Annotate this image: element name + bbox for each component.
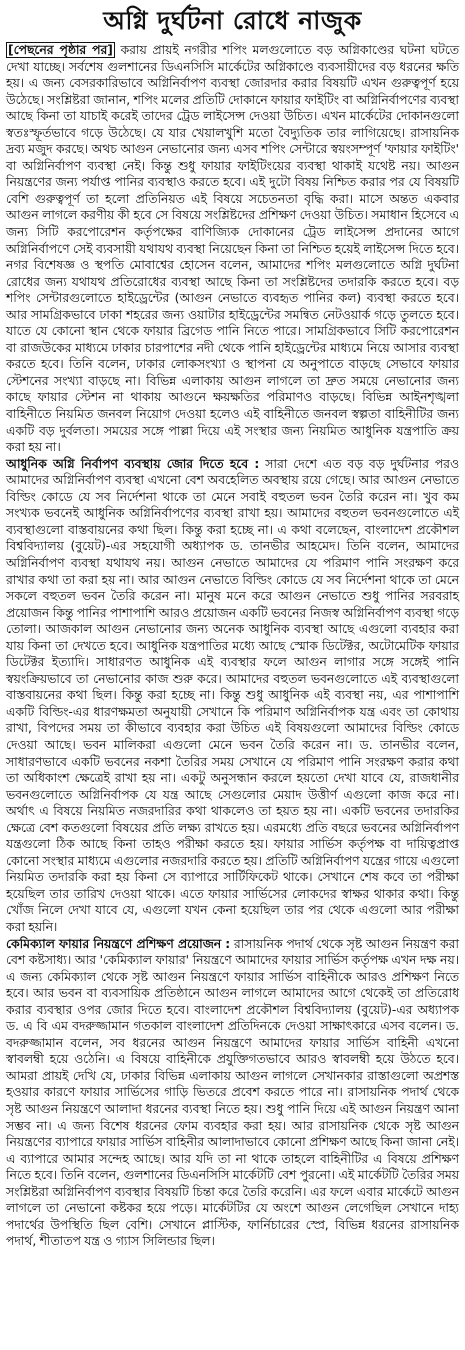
paragraph-text: করায় প্রায়ই নগরীর শপিং মলগুলোতে বড় অগ্নিকাণ্ডের ঘটনা ঘটতে দেখা যাচ্ছে। সর্বশেষ গুলশানের ডিএনসিসি মার্কেটের অগ্নিকাণ্ডে ব্যবসায়ীদের বড় ধরনের ক্ষতি হয়। এ জন্য বেসরকারিভাবে অগ্নিনির্বাপণ ব্যবস্থা জোরদার করার বিষয়টি এখন গুরুত্বপূর্ণ হয়ে উঠেছে। সংশ্লিষ্টরা জানান, শপিং মলের প্রতিটি দোকানে ফায়ার ফাইটিং বা অগ্নিনির্বাপণের ব্যবস্থা আছে কিনা তা যাচাই করেই তাদের ট্রেড লাইসেন্স দেওয়া উচিত। এখন মার্কেটের দোকানগুলো স্বতঃস্ফূর্তভাবে গড়ে উঠেছে। যে যার খেয়ালখুশি মতো বৈদ্যুতিক তার লাগিয়েছে। রাসায়নিক দ্রব্য মজুদ করছে। অথচ আগুন নেভানোর জন্য এসব শপিং সেন্টারে স্বয়ংসম্পূর্ণ 'ফায়ার ফাইটিং' বা অগ্নিনির্বাপণ ব্যবস্থা নেই। কিন্তু শুধু ফায়ার ফাইটিংয়ের ব্যবস্থা থাকাই যথেষ্ট নয়। আগুন নিয়ন্ত্রণের জন্য পর্যাপ্ত পানির ব্যবস্থাও করতে হবে। এই দুটো বিষয় নিশ্চিত করার পর যে বিষয়টি বেশি গুরুত্বপূর্ণ তা হলো প্রতিনিয়ত এই বিষয়ে সচেতনতা বৃদ্ধি করা। মাসে অন্তত একবার আগুন লাগলে করণীয় কী হবে সে বিষয়ে সংশ্লিষ্টদের প্রশিক্ষণ দেওয়া উচিত। সমাধান হিসেবে এ জন্য সিটি করপোরেশন কর্তৃপক্ষের বাণিজ্যিক দোকানের ট্রেড লাইসেন্স প্রদানের আগে অগ্নিনির্বাপণে সেই ব্যবসায়ী যথাযথ ব্যবস্থা নিয়েছেন কিনা তা নিশ্চিত হয়েই লাইসেন্স দিতে হবে। নগর বিশেষজ্ঞ ও স্থপতি মোবাশ্বের হোসেন বলেন, আমাদের শপিং মলগুলোতে অগ্নি দুর্ঘটনা রোধের জন্য যথাযথ প্রতিরোধের ব্যবস্থা আছে কিনা তা সংশ্লিষ্টদের তদারকি করতে হবে। বড় শপিং সেন্টারগুলোতে হাইড্রেন্টের (আগুন নেভাতে ব্যবহৃত পানির কল) ব্যবস্থা করতে হবে। আর সামগ্রিকভাবে ঢাকা শহরের জন্য ওয়াটার হাইড্রেন্টের সমন্বিত নেটওয়ার্ক গড়ে তুলতে হবে। যাতে যে কোনো স্থান থেকে ফায়ার ব্রিগেড পানি নিতে পারে। সামগ্রিকভাবে সিটি করপোরেশন বা রাজউকের মাধ্যমে ঢাকার চারপাশের নদী থেকে পানি হাইড্রেন্টের মাধ্যমে নিয়ে আসার ব্যবস্থা করতে হবে। তিনি বলেন, ঢাকার লোকসংখ্যা ও স্থাপনা যে অনুপাতে বাড়ছে সেভাবে ফায়ার স্টেশনের সংখ্যা বাড়ছে না। বিভিন্ন এলাকায় আগুন লাগলে তা দ্রুত সময়ে নেভানোর জন্য কাছে ফায়ার স্টেশন না থাকায় আগুনে ক্ষয়ক্ষতির পরিমাণও বাড়ছে। বিভিন্ন আইনশৃঙ্খলা বাহিনীতে নিয়মিত জনবল নিয়োগ দেওয়া হলেও এই বাহিনীতে জনবল স্বল্পতা বাহিনীটির জন্য একটি বড় দুর্বলতা। সময়ের সঙ্গে পাল্লা দিয়ে এই সংস্থার জন্য নিয়মিত আধুনিক যন্ত্রপাতি ক্রয় করা হয় না। bbox=[6, 43, 460, 455]
section-subheading: কেমিক্যাল ফায়ার নিয়ন্ত্রণে প্রশিক্ষণ প্রয়োজন : bbox=[6, 936, 231, 951]
article-paragraph bbox=[6, 456, 459, 936]
paragraph-text: সারা দেশে এত বড় বড় দুর্ঘটনার পরও আমাদের অগ্নিনির্বাপণ ব্যবস্থা এখনো বেশ অবহেলিত অবস্থায় রয়ে গেছে। আর আগুন নেভাতে বিল্ডিং কোডে যে সব নির্দেশনা থাকে তা মেনে সবাই বহুতল ভবন তৈরি করেন না। খুব কম সংখ্যক ভবনেই আধুনিক অগ্নিনির্বাপণের ব্যবস্থা রাখা হয়। আমাদের বহুতল ভবনগুলোতে এই ব্যবস্থাগুলো বাস্তবায়নের কথা ছিল। কিন্তু করা হচ্ছে না। এ কথা বলেছেন, বাংলাদেশ প্রকৌশল বিশ্ববিদ্যালয় (বুয়েট)-এর সহযোগী অধ্যাপক ড. তানভীর আহমেদ। তিনি বলেন, আমাদের অগ্নিনির্বাপণ ব্যবস্থা যথাযথ নয়। আগুন নেভাতে আমাদের যে পরিমাণ পানি সংরক্ষণ করে রাখার কথা তা করা হয় না। আর আগুন নেভাতে বিল্ডিং কোডে যে সব নির্দেশনা থাকে তা মেনে সকলে বহুতল ভবন তৈরি করেন না। মানুষ মনে করে আগুন নেভাতে শুধু পানির সরবরাহ প্রয়োজন কিন্তু পানির পাশাপাশি আরও প্রয়োজন একটি ভবনের নিজস্ব অগ্নিনির্বাপণ ব্যবস্থা গড়ে তোলা। আজকাল আগুন নেভানোর জন্য অনেক আধুনিক ব্যবস্থা আছে এগুলো ব্যবহার করা যায় কিনা তা দেখতে হবে। আধুনিক যন্ত্রপাতির মধ্যে আছে স্মোক ডিটেক্টর, অটোমেটিক ফায়ার ডিটেক্টর ইত্যাদি। সাধারণত আধুনিক এই ব্যবস্থার ফলে আগুন লাগার সঙ্গে সঙ্গেই পানি স্বয়ংক্রিয়ভাবে তা নেভানোর কাজ শুরু করে। আমাদের বহুতল ভবনগুলোতে এই ব্যবস্থাগুলো বাস্তবায়নের কথা ছিল। কিন্তু করা হচ্ছে না। কিন্তু শুধু আধুনিক এই ব্যবস্থা নয়, এর পাশাপাশি একটি বিল্ডিং-এর ধারণক্ষমতা অনুযায়ী সেখানে কি পরিমাণ অগ্নিনির্বাপক যন্ত্র এবং তা কোথায় রাখা, বিপদের সময় তা কীভাবে ব্যবহার করা উচিত এই বিষয়গুলো আমাদের বিল্ডিং কোডে দেওয়া আছে। ভবন মালিকরা এগুলো মেনে ভবন তৈরি করেন না। ড. তানভীর বলেন, সাধারণভাবে একটি ভবনের নকশা তৈরির সময় সেখানে যে পরিমাণ পানি সংরক্ষণ করার কথা তা অধিকাংশ ক্ষেত্রেই রাখা হয় না। একটু অনুসন্ধান করলে হয়তো দেখা যাবে যে, রাজধানীর ভবনগুলোতে অগ্নিনির্বাপক যে যন্ত্র আছে সেগুলোর মেয়াদ উত্তীর্ণ এগুলো কাজ করে না। অর্থাৎ এ বিষয়ে নিয়মিত নজরদারির কথা থাকলেও তা হয়ত হয় না। একটি ভবনের তদারকির ক্ষেত্রে বেশ কতগুলো বিষয়ের প্রতি লক্ষ্য রাখতে হয়। এরমধ্যে প্রতি বছরে ভবনের অগ্নিনির্বাপণ যন্ত্রগুলো ঠিক আছে কিনা তাহও পরীক্ষা করতে হয়। ফায়ার সার্ভিস কর্তৃপক্ষ বা দায়িত্বপ্রাপ্ত কোনো সংস্থার মাধ্যমে এগুলোর নজরদারি করতে হয়। প্রতিটি অগ্নিনির্বাপণ যন্ত্রের গায়ে এগুলো নিয়মিত তদারকি করা হয় কিনা সে ব্যাপারে সার্টিফিকেট থাকে। সেখানে শেষ কবে তা পরীক্ষা হয়েছিল তার তারিখ দেওয়া থাকে। এতে ফায়ার সার্ভিসের লোকদের স্বাক্ষর থাকার কথা। কিন্তু খোঁজ নিলে দেখা যাবে যে, এগুলো যখন কেনা হয়েছিল তার পর থেকে এগুলো আর পরীক্ষা করা হয়নি। bbox=[6, 456, 460, 934]
article-paragraph bbox=[6, 42, 459, 456]
paragraph-text: রাসায়নিক পদার্থ থেকে সৃষ্ট আগুন নিয়ন্ত্রণ করা বেশ কষ্টসাধ্য। আর 'কেমিক্যাল ফায়ার' নিয়ন্ত্রণে আমাদের ফায়ার সার্ভিস কর্তৃপক্ষ এখন দক্ষ নয়। এ জন্য কেমিক্যাল থেকে সৃষ্ট আগুন নিয়ন্ত্রণে ফায়ার সার্ভিস বাহিনীকে আরও প্রশিক্ষণ নিতে হবে। আর ভবন বা ব্যবসায়িক প্রতিষ্ঠানে আগুন লাগলে আমাদের আগে থেকেই তা প্রতিরোধ করার ব্যবস্থার ওপর জোর দিতে হবে। বাংলাদেশ প্রকৌশল বিশ্ববিদ্যালয় (বুয়েট)-এর অধ্যাপক ড. এ বি এম বদরুজ্জামান গতকাল বাংলাদেশ প্রতিদিনকে দেওয়া সাক্ষাৎকারে এসব বলেন। ড. বদরুজ্জামান বলেন, সব ধরনের আগুন নিয়ন্ত্রণে আমাদের ফায়ার সার্ভিস বাহিনী এখনো স্বাবলম্বী হয়ে ওঠেনি। এ বিষয়ে বাহিনীকে প্রযুক্তিগতভাবে আরও স্বাবলম্বী হয়ে উঠতে হবে। আমরা প্রায়ই দেখি যে, ঢাকার বিভিন্ন এলাকায় আগুন লাগলে সেখানকার রাস্তাগুলো অপ্রশস্ত হওয়ার কারণে ফায়ার সার্ভিসের গাড়ি ভিতরে প্রবেশ করতে পারে না। রাসায়নিক পদার্থ থেকে সৃষ্ট আগুন নিয়ন্ত্রণে আলাদা ধরনের ব্যবস্থা নিতে হয়। শুধু পানি দিয়ে এই আগুন নিয়ন্ত্রণ আনা সম্ভব না। এ জন্য বিশেষ ধরনের ফোম ব্যবহার করা হয়। আর রাসায়নিক থেকে সৃষ্ট আগুন নিয়ন্ত্রণের ব্যাপারে ফায়ার সার্ভিস বাহিনীর আলাদাভাবে কোনো প্রশিক্ষণ আছে কিনা জানা নেই। এ ব্যাপারে আমার সন্দেহ আছে। আর যদি তা না থাকে তাহলে বাহিনীটির এ বিষয়ে প্রশিক্ষণ নিতে হবে। তিনি বলেন, গুলশানের ডিএনসিসি মার্কেটটি বেশ পুরনো। এই মার্কেটটি তৈরির সময় সংশ্লিষ্টরা অগ্নিনির্বাপণ ব্যবস্থার বিষয়টি চিন্তা করে তৈরি করেনি। এর ফলে এবার মার্কেটে আগুন লাগলে তা নেভানো কষ্টকর হয়ে পড়ে। মার্কেটটির যে অংশে আগুন লেগেছিল সেখানে দাহ্য পদার্থের উপস্থিতি ছিল বেশি। সেখানে প্লাস্টিক, ফার্নিচারের স্প্রে, বিভিন্ন ধরনের রাসায়নিক পদার্থ, শীতাতপ যন্ত্র ও গ্যাস সিলিন্ডার ছিল। bbox=[6, 936, 459, 1249]
article-body bbox=[6, 42, 459, 1250]
section-subheading: আধুনিক অগ্নি নির্বাপণ ব্যবস্থায় জোর দিতে হবে : bbox=[6, 456, 260, 471]
continuation-tag: [পেছনের পৃষ্ঠার পর] bbox=[8, 43, 113, 57]
article-paragraph bbox=[6, 936, 459, 1250]
article-headline: অগ্নি দুর্ঘটনা রোধে নাজুক bbox=[103, 6, 362, 35]
